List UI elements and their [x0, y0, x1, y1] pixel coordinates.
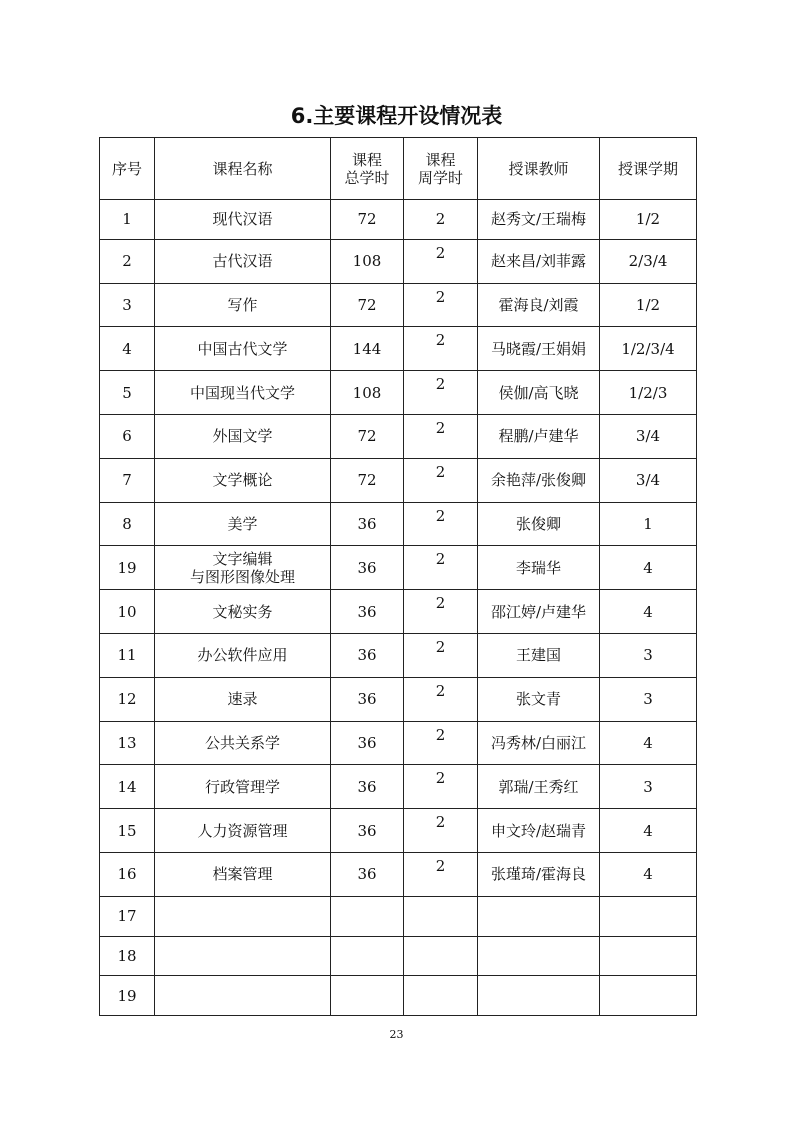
cell-weekly-hours — [404, 936, 478, 976]
cell-teachers: 邵江婷/卢建华 — [478, 590, 600, 634]
cell-total-hours: 144 — [331, 327, 404, 371]
cell-course-name: 现代汉语 — [155, 200, 331, 240]
cell-total-hours: 36 — [331, 633, 404, 677]
cell-serial-number: 17 — [100, 896, 155, 936]
cell-semester: 4 — [600, 721, 697, 765]
cell-serial-number: 18 — [100, 936, 155, 976]
cell-teachers: 张瑾琦/霍海良 — [478, 852, 600, 896]
cell-course-name: 古代汉语 — [155, 239, 331, 283]
cell-total-hours: 36 — [331, 852, 404, 896]
cell-total-hours: 72 — [331, 458, 404, 502]
cell-serial-number: 3 — [100, 283, 155, 327]
cell-semester: 1 — [600, 502, 697, 546]
header-teachers: 授课教师 — [478, 138, 600, 200]
cell-weekly-hours: 2 — [404, 590, 478, 634]
table-row — [100, 590, 697, 634]
cell-total-hours — [331, 936, 404, 976]
table-row — [100, 458, 697, 502]
cell-teachers: 王建国 — [478, 633, 600, 677]
cell-semester: 3 — [600, 765, 697, 809]
cell-teachers: 霍海良/刘霞 — [478, 283, 600, 327]
cell-course-name: 人力资源管理 — [155, 809, 331, 853]
cell-semester — [600, 976, 697, 1016]
cell-total-hours: 36 — [331, 809, 404, 853]
cell-total-hours: 36 — [331, 677, 404, 721]
table-row — [100, 239, 697, 283]
table-row — [100, 414, 697, 458]
cell-course-name: 中国古代文学 — [155, 327, 331, 371]
header-course-name: 课程名称 — [155, 138, 331, 200]
cell-serial-number: 8 — [100, 502, 155, 546]
cell-total-hours: 72 — [331, 200, 404, 240]
cell-total-hours: 36 — [331, 721, 404, 765]
cell-total-hours: 108 — [331, 371, 404, 415]
cell-teachers — [478, 976, 600, 1016]
cell-course-name — [155, 976, 331, 1016]
cell-weekly-hours: 2 — [404, 458, 478, 502]
cell-semester: 4 — [600, 809, 697, 853]
cell-serial-number: 15 — [100, 809, 155, 853]
cell-weekly-hours — [404, 976, 478, 1016]
cell-semester: 1/2 — [600, 200, 697, 240]
cell-semester: 4 — [600, 590, 697, 634]
cell-serial-number: 1 — [100, 200, 155, 240]
cell-semester: 3/4 — [600, 458, 697, 502]
cell-teachers — [478, 936, 600, 976]
table-row — [100, 936, 697, 976]
cell-semester: 1/2 — [600, 283, 697, 327]
cell-weekly-hours: 2 — [404, 239, 478, 283]
cell-total-hours: 72 — [331, 283, 404, 327]
cell-weekly-hours: 2 — [404, 546, 478, 590]
cell-serial-number: 10 — [100, 590, 155, 634]
cell-serial-number: 19 — [100, 546, 155, 590]
cell-weekly-hours: 2 — [404, 677, 478, 721]
cell-teachers: 申文玲/赵瑞青 — [478, 809, 600, 853]
cell-teachers: 冯秀林/白丽江 — [478, 721, 600, 765]
cell-weekly-hours: 2 — [404, 327, 478, 371]
table-row — [100, 283, 697, 327]
header-total-hours: 课程 总学时 — [331, 138, 404, 200]
cell-semester: 3 — [600, 633, 697, 677]
cell-teachers: 程鹏/卢建华 — [478, 414, 600, 458]
cell-course-name: 外国文学 — [155, 414, 331, 458]
cell-serial-number: 16 — [100, 852, 155, 896]
cell-serial-number: 4 — [100, 327, 155, 371]
cell-course-name: 速录 — [155, 677, 331, 721]
header-row — [100, 138, 697, 200]
cell-teachers: 赵秀文/王瑞梅 — [478, 200, 600, 240]
cell-teachers — [478, 896, 600, 936]
cell-course-name — [155, 936, 331, 976]
table-row — [100, 852, 697, 896]
course-table-body — [100, 200, 697, 1016]
page-number: 23 — [389, 1028, 404, 1041]
course-table — [99, 137, 697, 1016]
cell-total-hours: 36 — [331, 502, 404, 546]
cell-course-name: 文秘实务 — [155, 590, 331, 634]
cell-teachers: 马晓霞/王娟娟 — [478, 327, 600, 371]
table-row — [100, 327, 697, 371]
cell-total-hours — [331, 976, 404, 1016]
cell-semester: 3 — [600, 677, 697, 721]
cell-course-name: 写作 — [155, 283, 331, 327]
cell-serial-number: 14 — [100, 765, 155, 809]
cell-course-name: 办公软件应用 — [155, 633, 331, 677]
cell-weekly-hours: 2 — [404, 809, 478, 853]
cell-teachers: 赵来昌/刘菲露 — [478, 239, 600, 283]
cell-weekly-hours: 2 — [404, 765, 478, 809]
cell-semester — [600, 936, 697, 976]
cell-weekly-hours: 2 — [404, 200, 478, 240]
table-row — [100, 633, 697, 677]
cell-course-name: 行政管理学 — [155, 765, 331, 809]
table-row — [100, 765, 697, 809]
cell-semester: 1/2/3/4 — [600, 327, 697, 371]
cell-weekly-hours: 2 — [404, 414, 478, 458]
header-serial-number: 序号 — [100, 138, 155, 200]
cell-total-hours: 36 — [331, 590, 404, 634]
table-row — [100, 200, 697, 240]
cell-teachers: 张俊卿 — [478, 502, 600, 546]
cell-semester: 4 — [600, 852, 697, 896]
cell-weekly-hours — [404, 896, 478, 936]
table-row — [100, 721, 697, 765]
cell-serial-number: 19 — [100, 976, 155, 1016]
cell-semester: 2/3/4 — [600, 239, 697, 283]
cell-serial-number: 12 — [100, 677, 155, 721]
cell-weekly-hours: 2 — [404, 371, 478, 415]
cell-teachers: 张文青 — [478, 677, 600, 721]
cell-weekly-hours: 2 — [404, 721, 478, 765]
page-title: 6.主要课程开设情况表 — [290, 104, 503, 128]
cell-course-name: 档案管理 — [155, 852, 331, 896]
cell-weekly-hours: 2 — [404, 852, 478, 896]
cell-total-hours — [331, 896, 404, 936]
cell-serial-number: 6 — [100, 414, 155, 458]
cell-serial-number: 13 — [100, 721, 155, 765]
table-row — [100, 371, 697, 415]
cell-course-name: 文字编辑 与图形图像处理 — [155, 546, 331, 590]
cell-teachers: 李瑞华 — [478, 546, 600, 590]
table-row — [100, 896, 697, 936]
table-row — [100, 546, 697, 590]
cell-semester: 4 — [600, 546, 697, 590]
cell-serial-number: 2 — [100, 239, 155, 283]
cell-weekly-hours: 2 — [404, 502, 478, 546]
cell-total-hours: 72 — [331, 414, 404, 458]
cell-total-hours: 108 — [331, 239, 404, 283]
cell-course-name: 中国现当代文学 — [155, 371, 331, 415]
cell-serial-number: 7 — [100, 458, 155, 502]
course-table-header — [100, 138, 697, 200]
cell-weekly-hours: 2 — [404, 633, 478, 677]
table-row — [100, 677, 697, 721]
table-row — [100, 809, 697, 853]
cell-teachers: 侯伽/高飞晓 — [478, 371, 600, 415]
cell-serial-number: 5 — [100, 371, 155, 415]
cell-teachers: 余艳萍/张俊卿 — [478, 458, 600, 502]
cell-semester: 3/4 — [600, 414, 697, 458]
cell-total-hours: 36 — [331, 765, 404, 809]
cell-weekly-hours: 2 — [404, 283, 478, 327]
cell-semester — [600, 896, 697, 936]
header-semester: 授课学期 — [600, 138, 697, 200]
cell-semester: 1/2/3 — [600, 371, 697, 415]
cell-teachers: 郭瑞/王秀红 — [478, 765, 600, 809]
table-row — [100, 502, 697, 546]
table-row — [100, 976, 697, 1016]
cell-course-name: 美学 — [155, 502, 331, 546]
cell-course-name — [155, 896, 331, 936]
cell-serial-number: 11 — [100, 633, 155, 677]
cell-course-name: 文学概论 — [155, 458, 331, 502]
cell-course-name: 公共关系学 — [155, 721, 331, 765]
cell-total-hours: 36 — [331, 546, 404, 590]
header-weekly-hours: 课程 周学时 — [404, 138, 478, 200]
